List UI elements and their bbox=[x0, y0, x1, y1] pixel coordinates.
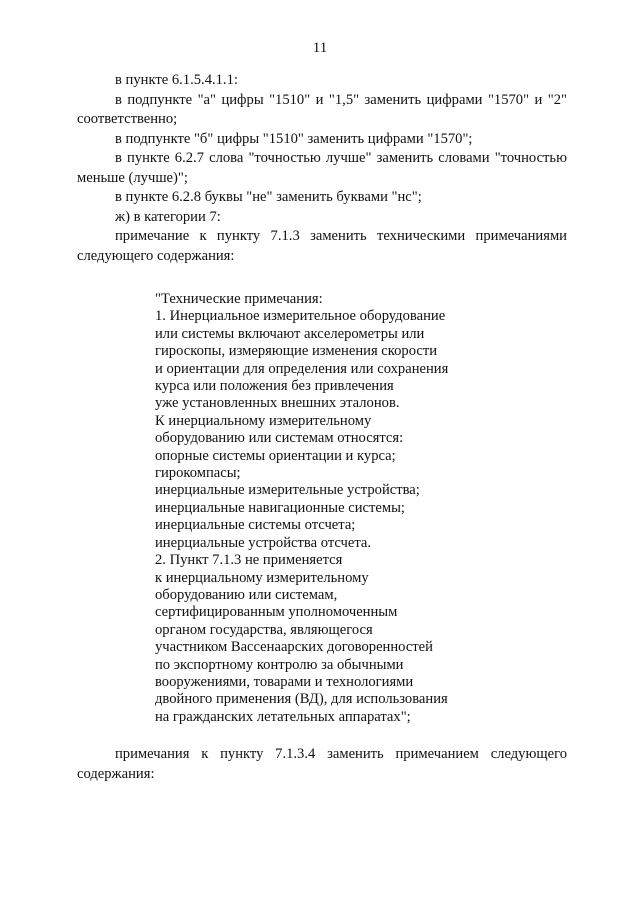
closing-amendment bbox=[77, 745, 567, 784]
technical-notes-quote bbox=[155, 291, 515, 726]
amendment-item: в подпункте "б" цифры "1510" заменить цифрами "1570"; bbox=[115, 130, 473, 147]
quote-line: курса или положения без привлечения bbox=[155, 378, 394, 395]
amendment-list bbox=[77, 71, 567, 266]
quote-line: и ориентации для определения или сохранения bbox=[155, 360, 449, 377]
quote-line: оборудованию или системам относятся: bbox=[155, 430, 404, 447]
amendment-item: в подпункте "а" цифры "1510" и "1,5" заменить цифрами "1570" и "2" соответственно; bbox=[77, 91, 567, 127]
quote-line: опорные системы ориентации и курса; bbox=[155, 447, 396, 464]
quote-line: по экспортному контролю за обычными bbox=[155, 656, 404, 673]
quote-line: уже установленных внешних эталонов. bbox=[155, 395, 400, 412]
page-number: 11 bbox=[312, 40, 328, 56]
quote-line: гироскопы, измеряющие изменения скорости bbox=[155, 343, 438, 360]
amendment-item: в пункте 6.1.5.4.1.1: bbox=[115, 72, 238, 88]
quote-line: 2. Пункт 7.1.3 не применяется bbox=[155, 552, 343, 569]
quote-line: вооружениями, товарами и технологиями bbox=[155, 673, 414, 690]
quote-line: инерциальные устройства отсчета. bbox=[155, 534, 372, 551]
quote-line: двойного применения (ВД), для использования bbox=[155, 691, 448, 708]
quote-line: К инерциальному измерительному bbox=[155, 412, 372, 429]
quote-line: участником Вассенаарских договоренностей bbox=[155, 639, 433, 656]
quote-line: органом государства, являющегося bbox=[155, 621, 373, 638]
quote-line: инерциальные измерительные устройства; bbox=[155, 482, 420, 499]
quote-line: сертифицированным уполномоченным bbox=[155, 604, 398, 621]
quote-line: 1. Инерциальное измерительное оборудование bbox=[155, 308, 446, 325]
amendment-item: в пункте 6.2.8 буквы "не" заменить буквами "нс"; bbox=[115, 189, 422, 205]
quote-line: к инерциальному измерительному bbox=[155, 569, 369, 586]
quote-line: гирокомпасы; bbox=[155, 465, 241, 482]
quote-line: инерциальные системы отсчета; bbox=[155, 517, 356, 534]
quote-line: или системы включают акселерометры или bbox=[155, 325, 425, 342]
amendment-item: в пункте 6.2.7 слова "точностью лучше" заменить словами "точностью меньше (лучше)"; bbox=[77, 150, 567, 186]
amendment-item: примечание к пункту 7.1.3 заменить техническими примечаниями следующего содержания: bbox=[77, 228, 567, 264]
quote-line: на гражданских летательных аппаратах"; bbox=[155, 708, 411, 725]
amendment-item: примечания к пункту 7.1.3.4 заменить примечанием следующего содержания: bbox=[77, 746, 567, 782]
category-heading: ж) в категории 7: bbox=[115, 208, 221, 225]
quote-line: инерциальные навигационные системы; bbox=[155, 499, 405, 516]
quote-line: оборудованию или системам, bbox=[155, 586, 338, 603]
quote-line: "Технические примечания: bbox=[155, 291, 323, 307]
